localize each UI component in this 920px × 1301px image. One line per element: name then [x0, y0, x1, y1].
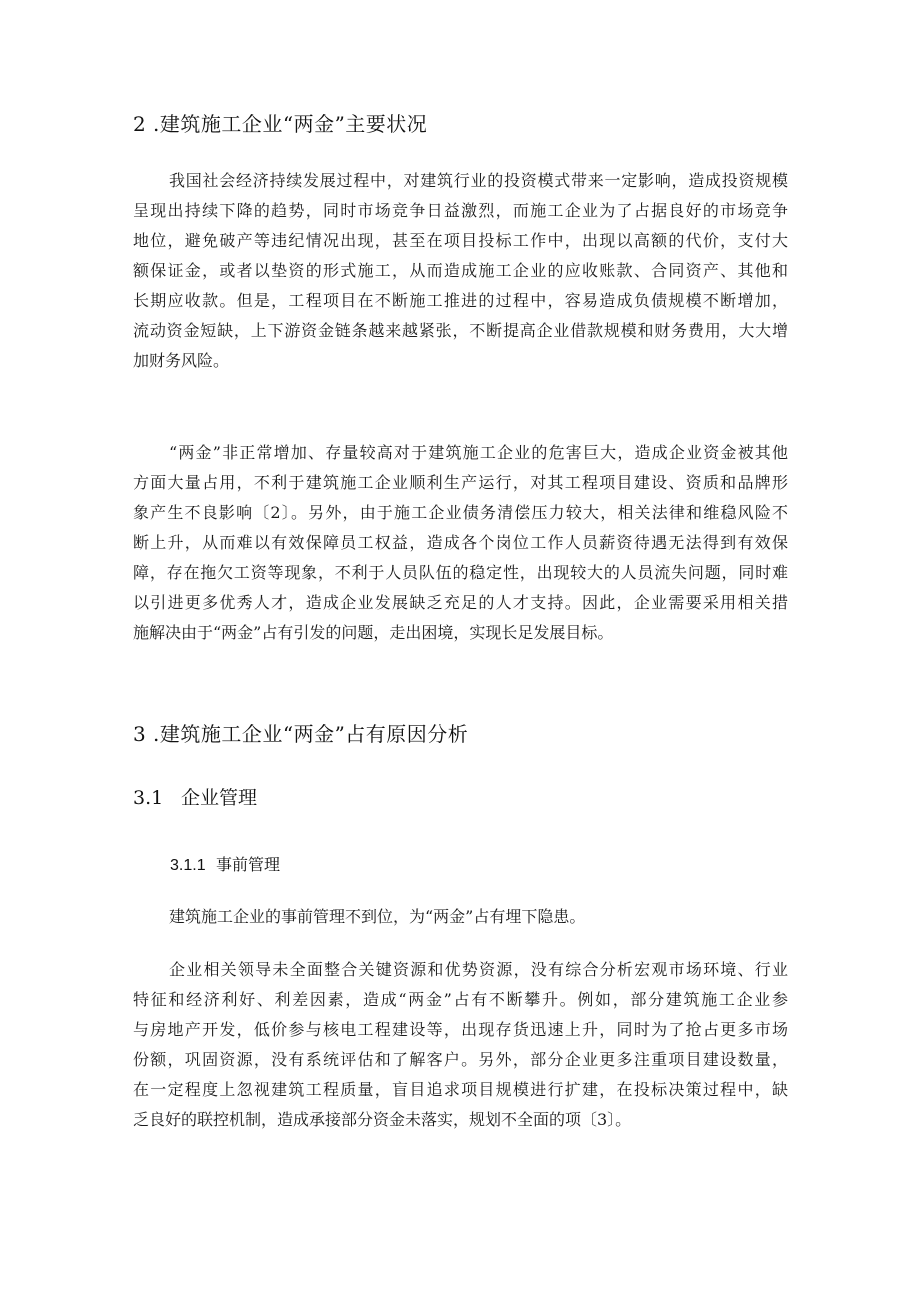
paragraph-line: 施解决由于“两金”占有引发的问题，走出困境，实现长足发展目标。 [133, 623, 614, 642]
subsection-title: 企业管理 [181, 787, 258, 809]
subsection-number: 3.1 [133, 787, 164, 809]
subsubsection-title: 事前管理 [216, 855, 281, 874]
section-number: 3 [133, 722, 147, 746]
section-heading-2 [133, 110, 427, 138]
paragraph-line: 额保证金，或者以垫资的形式施工，从而造成施工企业的应收账款、合同资产、其他和 [133, 261, 788, 280]
paragraph-line: 与房地产开发，低价参与核电工程建设等，出现存货迅速上升，同时为了抢占更多市场 [133, 1020, 788, 1039]
paragraph-line: 建筑施工企业的事前管理不到位，为“两金”占有埋下隐患。 [169, 907, 586, 926]
section-title: .建筑施工企业“两金”占有原因分析 [153, 722, 469, 746]
paragraph-line: 份额，巩固资源，没有系统评估和了解客户。另外，部分企业更多注重项目建设数量， [133, 1050, 788, 1069]
paragraph-line: 我国社会经济持续发展过程中，对建筑行业的投资模式带来一定影响，造成投资规模 [169, 171, 788, 190]
paragraph-line: 象产生不良影响〔2〕。另外，由于施工企业债务清偿压力较大，相关法律和维稳风险不 [133, 503, 788, 522]
paragraph-line: 特征和经济利好、利差因素，造成“两金”占有不断攀升。例如，部分建筑施工企业参 [133, 990, 788, 1009]
paragraph-line: 呈现出持续下降的趋势，同时市场竞争日益激烈，而施工企业为了占据良好的市场竞争 [133, 201, 788, 220]
paragraph-line: 企业相关领导未全面整合关键资源和优势资源，没有综合分析宏观市场环境、行业 [169, 960, 788, 979]
subsubsection-number: 3.1.1 [170, 857, 206, 874]
paragraph-line: 长期应收款。但是，工程项目在不断施工推进的过程中，容易造成负债规模不断增加， [133, 291, 788, 310]
subsection-heading-3-1 [133, 785, 257, 811]
paragraph-line: 在一定程度上忽视建筑工程质量，盲目追求项目规模进行扩建，在投标决策过程中，缺 [133, 1080, 788, 1099]
subsubsection-heading-3-1-1 [170, 853, 280, 878]
paragraph-line: 乏良好的联控机制，造成承接部分资金未落实，规划不全面的项〔3〕。 [133, 1110, 632, 1129]
paragraph-investment-trend [133, 166, 788, 376]
paragraph-pre-management [133, 902, 788, 932]
paragraph-line: 方面大量占用，不利于建筑施工企业顺利生产运行，对其工程项目建设、资质和品牌形 [133, 473, 788, 492]
paragraph-leadership-resources [133, 955, 788, 1135]
paragraph-line: 加财务风险。 [133, 351, 230, 370]
section-number: 2 [133, 112, 147, 136]
paragraph-two-funds-harm [133, 438, 788, 648]
paragraph-line: “两金”非正常增加、存量较高对于建筑施工企业的危害巨大，造成企业资金被其他 [169, 443, 788, 462]
paragraph-line: 地位，避免破产等违纪情况出现，甚至在项目投标工作中，出现以高额的代价，支付大 [133, 231, 788, 250]
paragraph-line: 以引进更多优秀人才，造成企业发展缺乏充足的人才支持。因此，企业需要采用相关措 [133, 593, 788, 612]
section-heading-3 [133, 720, 468, 748]
paragraph-line: 断上升，从而难以有效保障员工权益，造成各个岗位工作人员薪资待遇无法得到有效保 [133, 533, 788, 552]
section-title: .建筑施工企业“两金”主要状况 [153, 112, 428, 136]
paragraph-line: 障，存在拖欠工资等现象，不利于人员队伍的稳定性，出现较大的人员流失问题，同时难 [133, 563, 788, 582]
paragraph-line: 流动资金短缺，上下游资金链条越来越紧张，不断提高企业借款规模和财务费用，大大增 [133, 321, 788, 340]
